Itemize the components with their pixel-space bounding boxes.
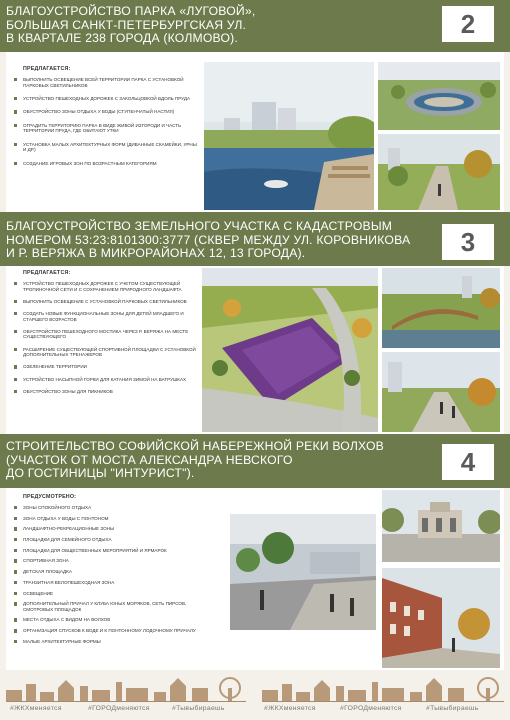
- section-4-panel: [6, 488, 504, 670]
- title-line: НОМЕРОМ 53:23:8101300:3777 (СКВЕР МЕЖДУ УЛ. КОРОВНИКОВА: [6, 232, 411, 247]
- list-item: ПЛОЩАДКИ ДЛЯ СЕМЕЙНОГО ОТДЫХА: [14, 537, 199, 543]
- footer-hashtag: #ЖКХменяется: [10, 705, 62, 712]
- title-line: БЛАГОУСТРОЙСТВО ПАРКА «ЛУГОВОЙ»,: [6, 4, 256, 18]
- list-item: МЕСТА ОТДЫХА С ВИДОМ НА ВОЛХОВ: [14, 617, 199, 623]
- list-heading: ПРЕДЛАГАЕТСЯ:: [23, 66, 71, 72]
- list-item: ВЫПОЛНИТЬ ОСВЕЩЕНИЕ С УСТАНОВКОЙ ПАРКОВЫХ СВЕТИЛЬНИКОВ: [14, 299, 199, 305]
- section-2-number-badge: [440, 4, 496, 44]
- park-lugovoy-main-render: [204, 62, 374, 210]
- footer-hashtag: #Тывыбираешь: [172, 705, 225, 712]
- square-bridge-render: [382, 268, 500, 348]
- list-item: МАЛЫЕ АРХИТЕКТУРНЫЕ ФОРМЫ: [14, 639, 199, 645]
- title-line: (УЧАСТОК ОТ МОСТА АЛЕКСАНДРА НЕВСКОГО: [6, 452, 293, 467]
- embankment-street-render: [382, 568, 500, 668]
- list-item: ВЫПОЛНИТЬ ОСВЕЩЕНИЕ ВСЕЙ ТЕРРИТОРИИ ПАРКА С УСТАНОВКОЙ ПАРКОВЫХ СВЕТИЛЬНИКОВ: [14, 77, 199, 88]
- list-item: УСТРОЙСТВО НАСЫПНОЙ ГОРКИ ДЛЯ КАТАНИЯ ЗИМОЙ НА ВАТРУШКАХ: [14, 377, 199, 383]
- list-item: ОБУСТРОЙСТВО ЗОНЫ ДЛЯ ПИКНИКОВ: [14, 389, 199, 395]
- section-3-number-badge: [440, 222, 496, 262]
- section-number: 4: [460, 446, 476, 477]
- list-item: ТРАНЗИТНАЯ ВЕЛОПЕШЕХОДНАЯ ЗОНА: [14, 580, 199, 586]
- list-item: ЗОНА ОТДЫХА У ВОДЫ С ПОНТОНОМ: [14, 516, 199, 522]
- section-3-title: [6, 220, 410, 261]
- list-item: ОРГАНИЗАЦИЯ СПУСКОВ К ВОДЕ И К ПОНТОННОМУ ЛОДОЧНОМУ ПРИЧАЛУ: [14, 628, 199, 634]
- list-item: ДЕТСКАЯ ПЛОЩАДКА: [14, 569, 199, 575]
- section-3-header: [0, 212, 510, 266]
- list-item: ОЗЕЛЕНЕНИЕ ТЕРРИТОРИИ: [14, 364, 199, 370]
- section-3-list: [14, 270, 199, 401]
- city-skyline-left-icon: [6, 676, 246, 702]
- section-2-list: [14, 66, 199, 174]
- section-4-list: [14, 494, 199, 650]
- city-skyline-right-icon: [262, 676, 504, 702]
- list-item: ОБУСТРОЙСТВО ПЕШЕХОДНОГО МОСТИКА ЧЕРЕЗ Р. ВЕРЯЖА НА МЕСТЕ СУЩЕСТВУЮЩЕГО: [14, 329, 199, 340]
- footer-hashtag: #ЖКХменяется: [264, 705, 316, 712]
- list-item: ОСВЕЩЕНИЕ: [14, 591, 199, 597]
- section-4-header: [0, 434, 510, 488]
- list-item: УСТРОЙСТВО ПЕШЕХОДНЫХ ДОРОЖЕК С ЗАКОЛЬЦОВКОЙ ВДОЛЬ ПРУДА: [14, 96, 199, 102]
- section-2-panel: [6, 52, 504, 212]
- list-item: ОБУСТРОЙСТВО ЗОНЫ ОТДЫХА У ВОДЫ (СТУПЕНЧАТЫЙ НАСТИЛ): [14, 109, 199, 115]
- list-item: СПОРТИВНАЯ ЗОНА: [14, 558, 199, 564]
- list-item: ОГРАДИТЬ ТЕРРИТОРИЮ ПАРКА В ВИДЕ ЖИВОЙ ИЗГОРОДИ И ЧАСТЬ ТЕРРИТОРИИ ПРУДА, ГДЕ ОБИТАЮТ УТКИ: [14, 123, 199, 134]
- section-4-number-badge: [440, 442, 496, 482]
- footer-hashtag: #Тывыбираешь: [426, 705, 479, 712]
- list-item: УСТРОЙСТВО ПЕШЕХОДНЫХ ДОРОЖЕК С УЧЕТОМ СУЩЕСТВУЮЩЕЙ ТРОПИНОЧНОЙ СЕТИ И С СОХРАНЕНИЕМ ПРИРОДНОГО ЛАНДШАФТА: [14, 281, 199, 292]
- section-4-title: [6, 440, 384, 481]
- square-main-render: [202, 268, 378, 432]
- list-item: ДОПОЛНИТЕЛЬНЫЙ ПРИЧАЛ У КЛУБА ЮНЫХ МОРЯКОВ, СЕТЬ ПИРСОВ, СМОТРОВЫХ ПЛОЩАДОК: [14, 601, 199, 612]
- footer-hashtag: #ГОРОДменяются: [88, 705, 150, 712]
- section-3-panel: [6, 266, 504, 434]
- embankment-main-render: [230, 514, 376, 630]
- list-item: СОЗДАТЬ НОВЫЕ ФУНКЦИОНАЛЬНЫЕ ЗОНЫ ДЛЯ ДЕТЕЙ МЛАДШЕГО И СТАРШЕГО ВОЗРАСТОВ: [14, 311, 199, 322]
- title-line: В КВАРТАЛЕ 238 ГОРОДА (КОЛМОВО).: [6, 31, 238, 46]
- title-line: ДО ГОСТИНИЦЫ "ИНТУРИСТ").: [6, 466, 195, 481]
- park-lugovoy-aerial-render: [378, 62, 500, 130]
- list-item: ПЛОЩАДКИ ДЛЯ ОБЩЕСТВЕННЫХ МЕРОПРИЯТИЙ И ЯРМАРОК: [14, 548, 199, 554]
- embankment-building-render: [382, 490, 500, 562]
- section-2-title: [6, 5, 255, 46]
- section-number: 2: [460, 8, 476, 39]
- footer: [0, 672, 510, 720]
- list-item: УСТАНОВКА МАЛЫХ АРХИТЕКТУРНЫХ ФОРМ (ДИВАННЫЕ СКАМЕЙКИ, УРНЫ И ДР.): [14, 142, 199, 153]
- list-item: СОЗДАНИЕ ИГРОВЫХ ЗОН ПО ВОЗРАСТНЫМ КАТЕГОРИЯМ: [14, 161, 199, 167]
- list-item: ЗОНЫ СПОКОЙНОГО ОТДЫХА: [14, 505, 199, 511]
- section-2-header: [0, 0, 510, 52]
- title-line: СТРОИТЕЛЬСТВО СОФИЙСКОЙ НАБЕРЕЖНОЙ РЕКИ ВОЛХОВ: [6, 439, 384, 453]
- title-line: БОЛЬШАЯ САНКТ-ПЕТЕРБУРГСКАЯ УЛ.: [6, 17, 247, 32]
- park-lugovoy-path-render: [378, 134, 500, 210]
- section-number: 3: [460, 226, 476, 257]
- list-item: РАСШИРЕНИЕ СУЩЕСТВУЮЩЕЙ СПОРТИВНОЙ ПЛОЩАДКИ С УСТАНОВКОЙ ДОПОЛНИТЕЛЬНЫХ ТРЕНАЖЕРОВ: [14, 347, 199, 358]
- square-walkway-render: [382, 352, 500, 432]
- footer-hashtag: #ГОРОДменяются: [340, 705, 402, 712]
- list-item: ЛАНДШАФТНО-РЕКРЕАЦИОННЫЕ ЗОНЫ: [14, 526, 199, 532]
- title-line: И Р. ВЕРЯЖА В МИКРОРАЙОНАХ 12, 13 ГОРОДА).: [6, 246, 306, 261]
- list-heading: ПРЕДЛАГАЕТСЯ:: [23, 270, 71, 276]
- list-heading: ПРЕДУСМОТРЕНО:: [23, 494, 77, 500]
- title-line: БЛАГОУСТРОЙСТВО ЗЕМЕЛЬНОГО УЧАСТКА С КАДАСТРОВЫМ: [6, 219, 393, 233]
